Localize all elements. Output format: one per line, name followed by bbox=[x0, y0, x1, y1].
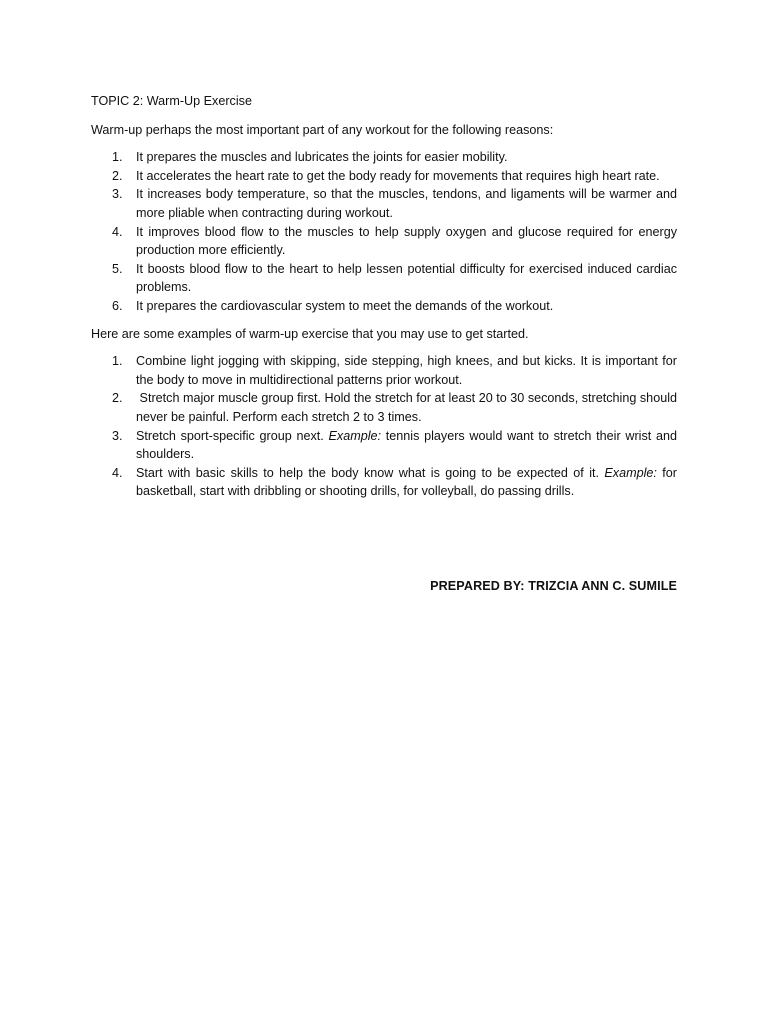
list-item bbox=[91, 389, 681, 426]
example-label: Example: bbox=[604, 465, 657, 480]
list-item-text: It increases body temperature, so that the muscles, tendons, and ligaments will be warmer and more pliable when contracting during workout. bbox=[136, 187, 677, 220]
list-item bbox=[91, 167, 677, 186]
list-item bbox=[91, 352, 677, 389]
prepared-by: PREPARED BY: TRIZCIA ANN C. SUMILE bbox=[430, 579, 677, 593]
page-title: TOPIC 2: Warm-Up Exercise bbox=[91, 94, 252, 108]
list-item bbox=[91, 297, 677, 316]
list-item-text: It accelerates the heart rate to get the body ready for movements that requires high heart rate. bbox=[136, 168, 660, 183]
list-number: 5. bbox=[112, 261, 123, 276]
list-number: 1. bbox=[112, 150, 123, 165]
list-item-text: Combine light jogging with skipping, side stepping, high knees, and but kicks. It is important for the body to move in multidirectional patterns prior workout. bbox=[136, 354, 677, 387]
reasons-list bbox=[91, 148, 677, 315]
intro-paragraph: Warm-up perhaps the most important part of any workout for the following reasons: bbox=[91, 122, 554, 137]
list-item bbox=[91, 185, 677, 222]
list-number: 2. bbox=[112, 168, 123, 183]
list-item-text-start: Start with basic skills to help the body know what is going to be expected of it. bbox=[136, 465, 605, 480]
list-item-text-end: for basketball, start with dribbling or shooting drills, for volleyball, do passing drills. bbox=[136, 465, 678, 499]
list-item-text-start: Stretch sport-specific group next. bbox=[136, 428, 329, 443]
list-item bbox=[91, 148, 677, 167]
list-number: 4. bbox=[112, 224, 123, 239]
list-item-text-end: tennis players would want to stretch their wrist and shoulders. bbox=[136, 428, 678, 462]
list-item-text: It improves blood flow to the muscles to help supply oxygen and glucose required for energy production more efficiently. bbox=[136, 224, 677, 258]
list-number: 1. bbox=[112, 354, 123, 369]
list-item bbox=[91, 464, 677, 501]
list-item bbox=[91, 427, 677, 464]
list-number: 6. bbox=[112, 298, 123, 313]
list-item-text: Stretch major muscle group first. Hold the stretch for at least 20 to 30 seconds, stretching should never be painful. Perform each stretch 2 to 3 times. bbox=[136, 391, 681, 424]
list-item-text: It boosts blood flow to the heart to help lessen potential difficulty for exercised induced cardiac problems. bbox=[136, 261, 677, 295]
document-body bbox=[91, 92, 681, 510]
list-item bbox=[91, 260, 677, 297]
list-number: 3. bbox=[112, 187, 123, 202]
list-number: 4. bbox=[112, 465, 123, 480]
examples-list bbox=[91, 352, 681, 501]
list-item-text: It prepares the cardiovascular system to meet the demands of the workout. bbox=[136, 298, 554, 313]
list-number: 3. bbox=[112, 428, 123, 443]
list-number: 2. bbox=[112, 391, 123, 406]
list-item bbox=[91, 223, 677, 260]
examples-intro-paragraph: Here are some examples of warm-up exercise that you may use to get started. bbox=[91, 326, 529, 341]
example-label: Example: bbox=[328, 428, 382, 443]
list-item-text: It prepares the muscles and lubricates the joints for easier mobility. bbox=[136, 150, 508, 165]
